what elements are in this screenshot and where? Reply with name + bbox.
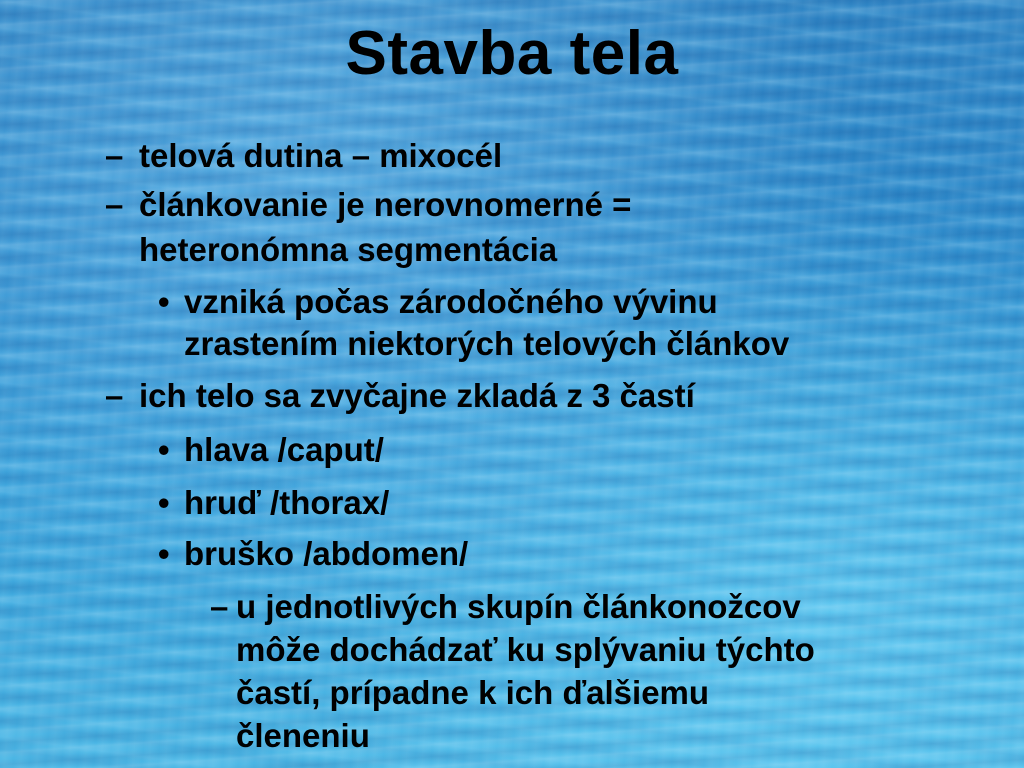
list-item-level1 [105,137,503,175]
dash-marker: – [105,377,124,414]
list-item-text: u jednotlivých skupín článkonožcov [236,588,801,625]
list-item-text: článkovanie je nerovnomerné = [139,186,632,223]
list-item-level2 [158,283,718,321]
list-item-continuation: heteronómna segmentácia [139,231,558,268]
list-item-continuation: môže dochádzať ku splývaniu týchto [236,631,815,668]
bullet-marker: • [158,484,170,521]
list-item-text: vzniká počas zárodočného vývinu [184,283,718,320]
list-item-text: ich telo sa zvyčajne zkladá z 3 častí [139,377,695,414]
list-item-level1 [105,377,695,415]
list-item-text: telová dutina – mixocél [139,137,503,174]
list-item-level2 [158,484,390,522]
list-item-continuation: častí, prípadne k ich ďalšiemu [236,674,710,711]
bullet-marker: • [158,431,170,468]
list-item-continuation: členeniu [236,717,370,754]
bullet-marker: • [158,283,170,320]
list-item-level3 [210,588,801,626]
slide-title: Stavba tela [345,19,679,88]
dash-marker: – [105,137,124,174]
bullet-marker: • [158,535,170,572]
dash-marker: – [105,186,124,223]
list-item-text: hlava /caput/ [184,431,384,468]
list-item-continuation: zrastením niektorých telových článkov [184,325,790,362]
list-item-text: hruď /thorax/ [184,484,390,521]
dash-marker: – [210,588,229,625]
list-item-level1 [105,186,632,224]
list-item-level2 [158,431,384,469]
list-item-level2 [158,535,469,573]
list-item-text: bruško /abdomen/ [184,535,469,572]
